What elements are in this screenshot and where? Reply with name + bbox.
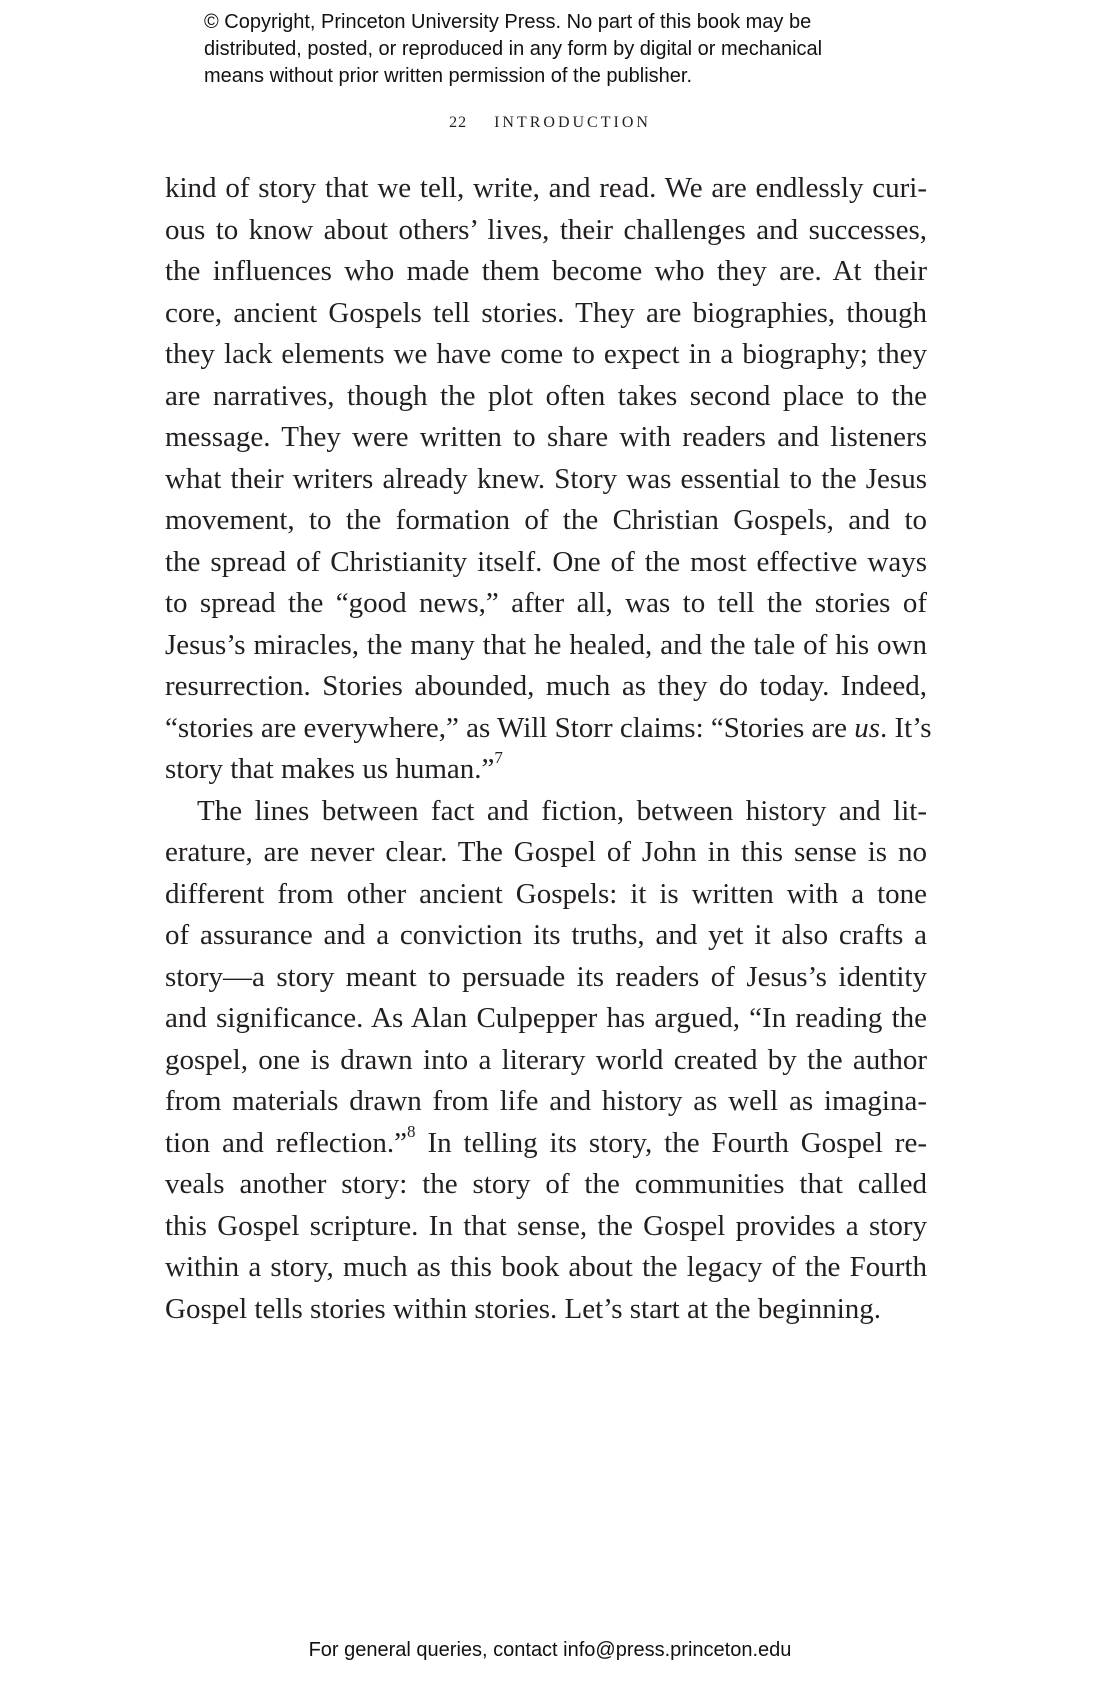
text-line: what their writers already knew. Story was essential to the Jesus <box>165 462 927 495</box>
text-line: this Gospel scripture. In that sense, the Gospel provides a story <box>165 1209 927 1242</box>
text-segment: . It’s <box>880 711 932 744</box>
text-line: are narratives, though the plot often takes second place to the <box>165 379 927 412</box>
text-segment: “stories are everywhere,” as Will Storr claims: “Stories are <box>165 711 855 744</box>
text-line: and significance. As Alan Culpepper has argued, “In reading the <box>165 1002 927 1034</box>
copyright-line: distributed, posted, or reproduced in any form by digital or mechanical <box>204 38 823 60</box>
text-line: gospel, one is drawn into a literary world created by the author <box>165 1043 927 1076</box>
text-segment: tion and reflection.” <box>165 1126 408 1159</box>
text-line: Jesus’s miracles, the many that he healed, and the tale of his own <box>165 628 927 661</box>
footnote-marker: 8 <box>407 1121 416 1141</box>
text-line: ous to know about others’ lives, their challenges and successes, <box>165 213 927 246</box>
text-line: Gospel tells stories within stories. Let’s start at the beginning. <box>165 1292 882 1325</box>
running-title: INTRODUCTION <box>494 114 651 131</box>
text-line: kind of story that we tell, write, and read. We are endlessly curi- <box>165 172 927 204</box>
copyright-line: means without prior written permission of the publisher. <box>204 65 693 87</box>
text-line: the influences who made them become who they are. At their <box>165 255 927 287</box>
page-number: 22 <box>449 114 468 131</box>
text-line <box>165 708 932 750</box>
copyright-notice <box>204 9 964 90</box>
text-line: they lack elements we have come to expect in a biography; they <box>165 338 927 370</box>
footer-contact: For general queries, contact info@press.princeton.edu <box>308 1639 792 1661</box>
paragraph <box>165 791 927 1331</box>
paragraph <box>165 168 932 791</box>
text-line: movement, to the formation of the Christian Gospels, and to <box>165 504 927 536</box>
text-line: resurrection. Stories abounded, much as they do today. Indeed, <box>165 670 927 702</box>
text-line <box>165 749 927 791</box>
text-line: from materials drawn from life and history as well as imagina- <box>165 1085 927 1117</box>
body-text <box>165 168 932 1330</box>
text-segment: story that makes us human.” <box>165 753 495 785</box>
text-line: within a story, much as this book about the legacy of the Fourth <box>165 1251 927 1283</box>
running-head <box>0 114 1100 132</box>
text-line: of assurance and a conviction its truths, and yet it also crafts a <box>165 919 927 951</box>
text-line: to spread the “good news,” after all, was to tell the stories of <box>165 587 927 619</box>
text-line: veals another story: the story of the communities that called <box>165 1168 927 1200</box>
text-line <box>165 1123 927 1165</box>
footnote-marker: 7 <box>494 748 503 768</box>
text-line: the spread of Christianity itself. One of the most effective ways <box>165 545 927 578</box>
text-segment: In telling its story, the Fourth Gospel re- <box>415 1126 927 1159</box>
text-line: erature, are never clear. The Gospel of John in this sense is no <box>165 836 927 868</box>
text-line: story—a story meant to persuade its readers of Jesus’s identity <box>165 960 927 993</box>
copyright-line: © Copyright, Princeton University Press. No part of this book may be <box>204 11 812 33</box>
text-line: The lines between fact and fiction, between history and lit- <box>197 794 927 827</box>
text-line: different from other ancient Gospels: it is written with a tone <box>165 877 927 910</box>
emphasis: us <box>854 711 880 744</box>
text-line: core, ancient Gospels tell stories. They are biographies, though <box>165 296 927 329</box>
text-line: message. They were written to share with readers and listeners <box>165 421 927 453</box>
